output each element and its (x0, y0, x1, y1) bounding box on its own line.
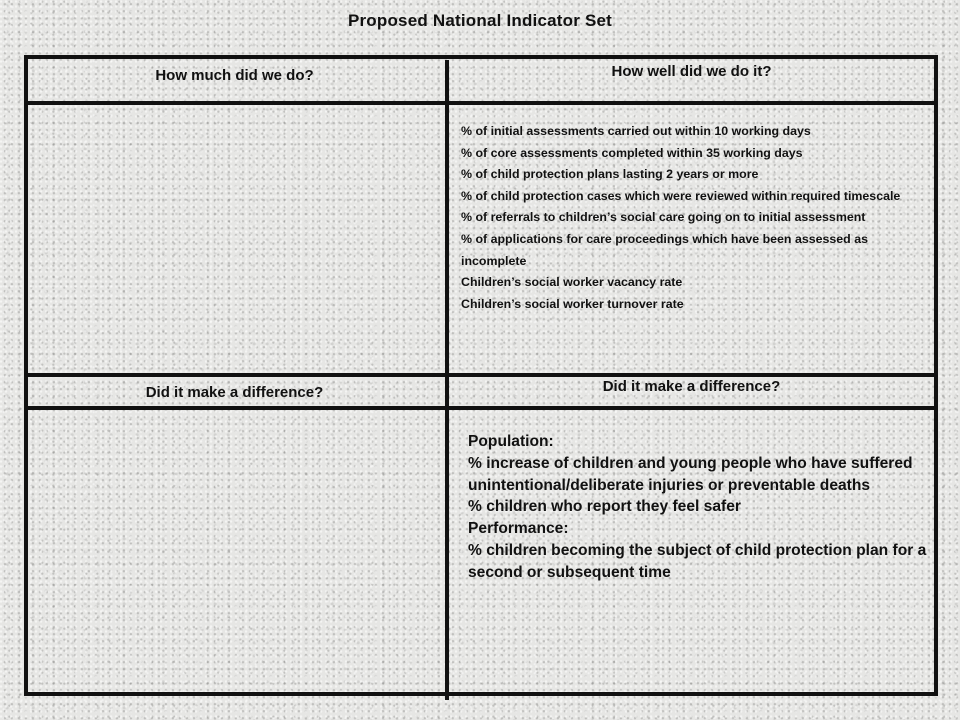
difference-indicator-list (468, 431, 938, 584)
indicator-item: % of core assessments completed within 35 working days (461, 145, 803, 160)
performance-heading: Performance: (468, 520, 569, 538)
grid-line-top (24, 55, 938, 59)
how-well-indicator-list (461, 121, 931, 315)
grid-line-left (24, 55, 28, 696)
indicator-item: Children’s social worker turnover rate (461, 296, 684, 311)
indicator-item: % of initial assessments carried out within 10 working days (461, 124, 811, 138)
grid-line-middle (24, 373, 938, 377)
grid-line-right (934, 55, 938, 696)
quadrant-header-how-much: How much did we do? (155, 67, 314, 84)
indicator-item: % of child protection cases which were reviewed within required timescale (461, 188, 901, 203)
indicator-item: Children’s social worker vacancy rate (461, 275, 683, 290)
indicator-item: % of referrals to children’s social care going on to initial assessment (461, 210, 866, 225)
grid-line-bottom (24, 692, 938, 696)
indicator-item: % of applications for care proceedings which have been assessed as incomplete (461, 231, 868, 268)
grid-line-header-top (24, 101, 938, 105)
quadrant-header-difference-left: Did it make a difference? (145, 384, 324, 401)
grid-line-header-bottom (24, 406, 938, 410)
page-title: Proposed National Indicator Set (347, 11, 613, 30)
indicator-item: % children becoming the subject of child protection plan for a second or subsequent time (468, 541, 927, 581)
indicator-item: % of child protection plans lasting 2 years or more (461, 167, 759, 182)
quadrant-header-how-well: How well did we do it? (611, 63, 772, 80)
indicator-item: % increase of children and young people who have suffered unintentional/deliberate injuries or preventable deaths (468, 454, 913, 494)
quadrant-header-difference-right: Did it make a difference? (602, 378, 781, 395)
population-heading: Population: (468, 433, 554, 450)
indicator-item: % children who report they feel safer (468, 498, 741, 516)
